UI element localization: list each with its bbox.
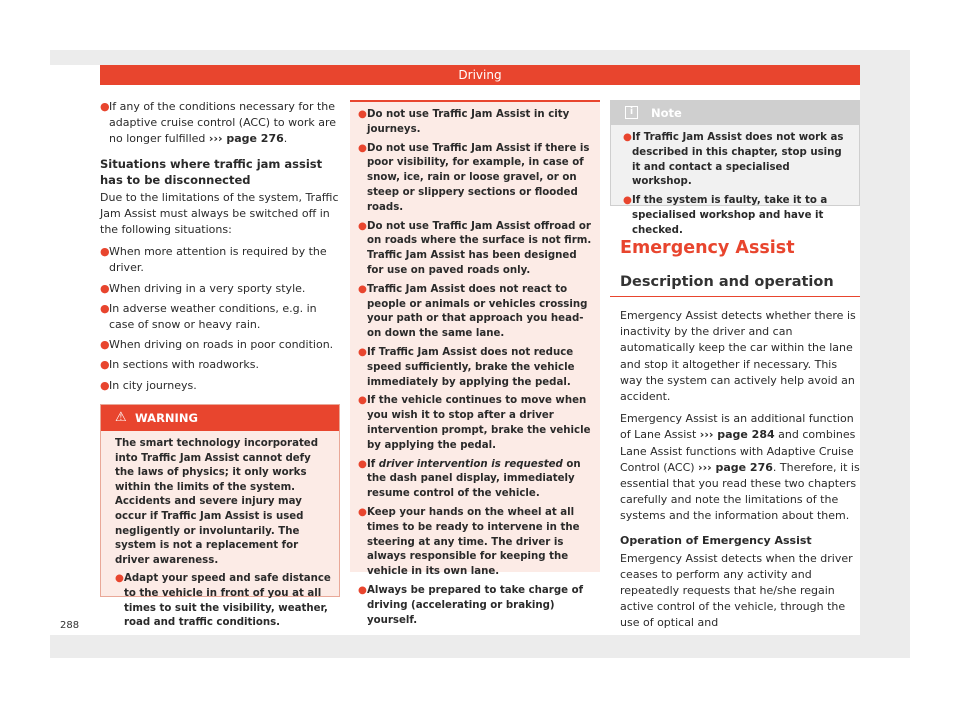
- list-item: ● Traffic Jam Assist does not react to people or animals or vehicles crossing your path or that approach you head-on down the same lane.: [358, 283, 588, 340]
- bullet-icon: ●: [358, 283, 367, 295]
- page-link[interactable]: ››› page 284: [699, 428, 775, 442]
- paragraph: Emergency Assist detects when the driver ceases to perform any activity and repeatedly requests that he/she regain active control of the vehicle, through the use of optical and: [620, 551, 853, 630]
- warning-triangle-icon: ⚠: [115, 410, 127, 425]
- list-item: ● Do not use Traffic Jam Assist offroad or on roads where the surface is not firm. Traffic Jam Assist has been designed for use on paved roads only.: [358, 220, 592, 276]
- chapter-header: Driving: [100, 65, 860, 85]
- bullet-icon: ●: [623, 132, 632, 143]
- bullet-icon: ●: [100, 245, 110, 259]
- bullet-icon: ●: [358, 395, 367, 407]
- bullet-icon: ●: [100, 100, 110, 113]
- bullet-icon: ●: [358, 346, 367, 358]
- bullet-icon: ●: [100, 338, 110, 352]
- list-item: ● In adverse weather conditions, e.g. in case of snow or heavy rain.: [100, 301, 317, 332]
- note-item: ● If Traffic Jam Assist does not work as described in this chapter, stop using it and contact a specialised workshop.: [623, 132, 844, 188]
- warning-header: ⚠ WARNING: [101, 405, 339, 431]
- bullet-icon: ●: [100, 358, 110, 372]
- list-item: ● In city journeys.: [100, 378, 340, 394]
- section-title: Emergency Assist: [620, 238, 795, 258]
- subsection-heading: Operation of Emergency Assist: [620, 533, 812, 547]
- paragraph: Emergency Assist is an additional function of Lane Assist ››› page 284 and combines Lane Assist functions with Adaptive Cruise Control (ACC) ››› page 276. Therefore, it is essential that you read these two chapters carefully and note the limitations of the systems and the information about them.: [620, 412, 860, 523]
- bullet-icon: ●: [100, 281, 110, 295]
- list-item: ● Always be prepared to take charge of driving (accelerating or braking) yourself.: [358, 584, 584, 626]
- list-item: ● When driving in a very sporty style.: [100, 281, 340, 297]
- list-item: ● Do not use Traffic Jam Assist in city journeys.: [358, 109, 570, 135]
- page-number: 288: [60, 620, 80, 631]
- bullet-icon: ●: [623, 195, 632, 207]
- section-heading: Situations where traffic jam assist has to be disconnected: [100, 156, 323, 187]
- paragraph: Emergency Assist detects whether there is inactivity by the driver and can automatically keep the car within the lane and stop it altogether if necessary. This way the system can actively help avoid an accident.: [620, 309, 856, 404]
- bullet-icon: ●: [358, 220, 367, 232]
- bullet-icon: ●: [358, 584, 367, 596]
- bullet-icon: ●: [358, 458, 367, 470]
- list-item: ● When driving on roads in poor condition.: [100, 337, 340, 353]
- note-item: ● If the system is faulty, take it to a specialised workshop and have it checked.: [623, 195, 828, 236]
- intro-item: ● If any of the conditions necessary for the adaptive cruise control (ACC) to work are no longer fulfilled ››› page 276.: [100, 100, 337, 146]
- list-item: ● In sections with roadworks.: [100, 357, 340, 373]
- warning-item: ● Adapt your speed and safe distance to the vehicle in front of you at all times to suit the visibility, weather, road and traffic conditions.: [115, 573, 331, 629]
- warning-box: [100, 404, 340, 629]
- bullet-icon: ●: [100, 378, 110, 392]
- page-link[interactable]: ››› page 276: [208, 132, 284, 146]
- note-header: i Note: [611, 101, 859, 125]
- list-item: ● Do not use Traffic Jam Assist if there is poor visibility, for example, in case of snow, ice, rain or loose gravel, or on steep or slippery sections or flooded roads.: [358, 142, 590, 213]
- bullet-icon: ●: [100, 301, 110, 315]
- bullet-icon: ●: [358, 506, 367, 518]
- page-link[interactable]: ››› page 276: [698, 460, 773, 474]
- list-item: ● If the vehicle continues to move when you wish it to stop after a driver intervention prompt, brake the vehicle by applying the pedal.: [358, 395, 591, 451]
- list-item: ● If Traffic Jam Assist does not reduce speed sufficiently, brake the vehicle immediately by applying the pedal.: [358, 346, 575, 388]
- list-item: ● If driver intervention is requested on the dash panel display, immediately resume control of the vehicle.: [358, 458, 581, 500]
- bullet-icon: ●: [358, 109, 367, 120]
- bullet-icon: ●: [358, 142, 367, 154]
- section-divider: [610, 296, 860, 297]
- warning-continuation-box: [350, 100, 600, 626]
- section-subtitle: Description and operation: [620, 274, 834, 290]
- note-body: [611, 125, 859, 239]
- bullet-icon: ●: [115, 573, 124, 585]
- left-column: [100, 99, 340, 398]
- lead-text: Due to the limitations of the system, Traffic Jam Assist must always be switched off in the following situations:: [100, 190, 339, 237]
- info-icon: i: [625, 106, 638, 119]
- warning-body: [101, 431, 339, 631]
- note-box: [610, 100, 860, 236]
- list-item: ● When more attention is required by the driver.: [100, 245, 327, 275]
- list-item: ● Keep your hands on the wheel at all times to be ready to intervene in the steering at any time. The driver is always responsible for keeping the vehicle in its own lane.: [358, 506, 580, 578]
- right-column: [620, 308, 860, 638]
- warning-text: The smart technology incorporated into Traffic Jam Assist cannot defy the laws of physics; it only works within the limits of the system. Accidents and severe injury may occur if Traffic Jam Assist is used negligently or involuntarily. The system is not a replacement for driver awareness.: [115, 438, 319, 566]
